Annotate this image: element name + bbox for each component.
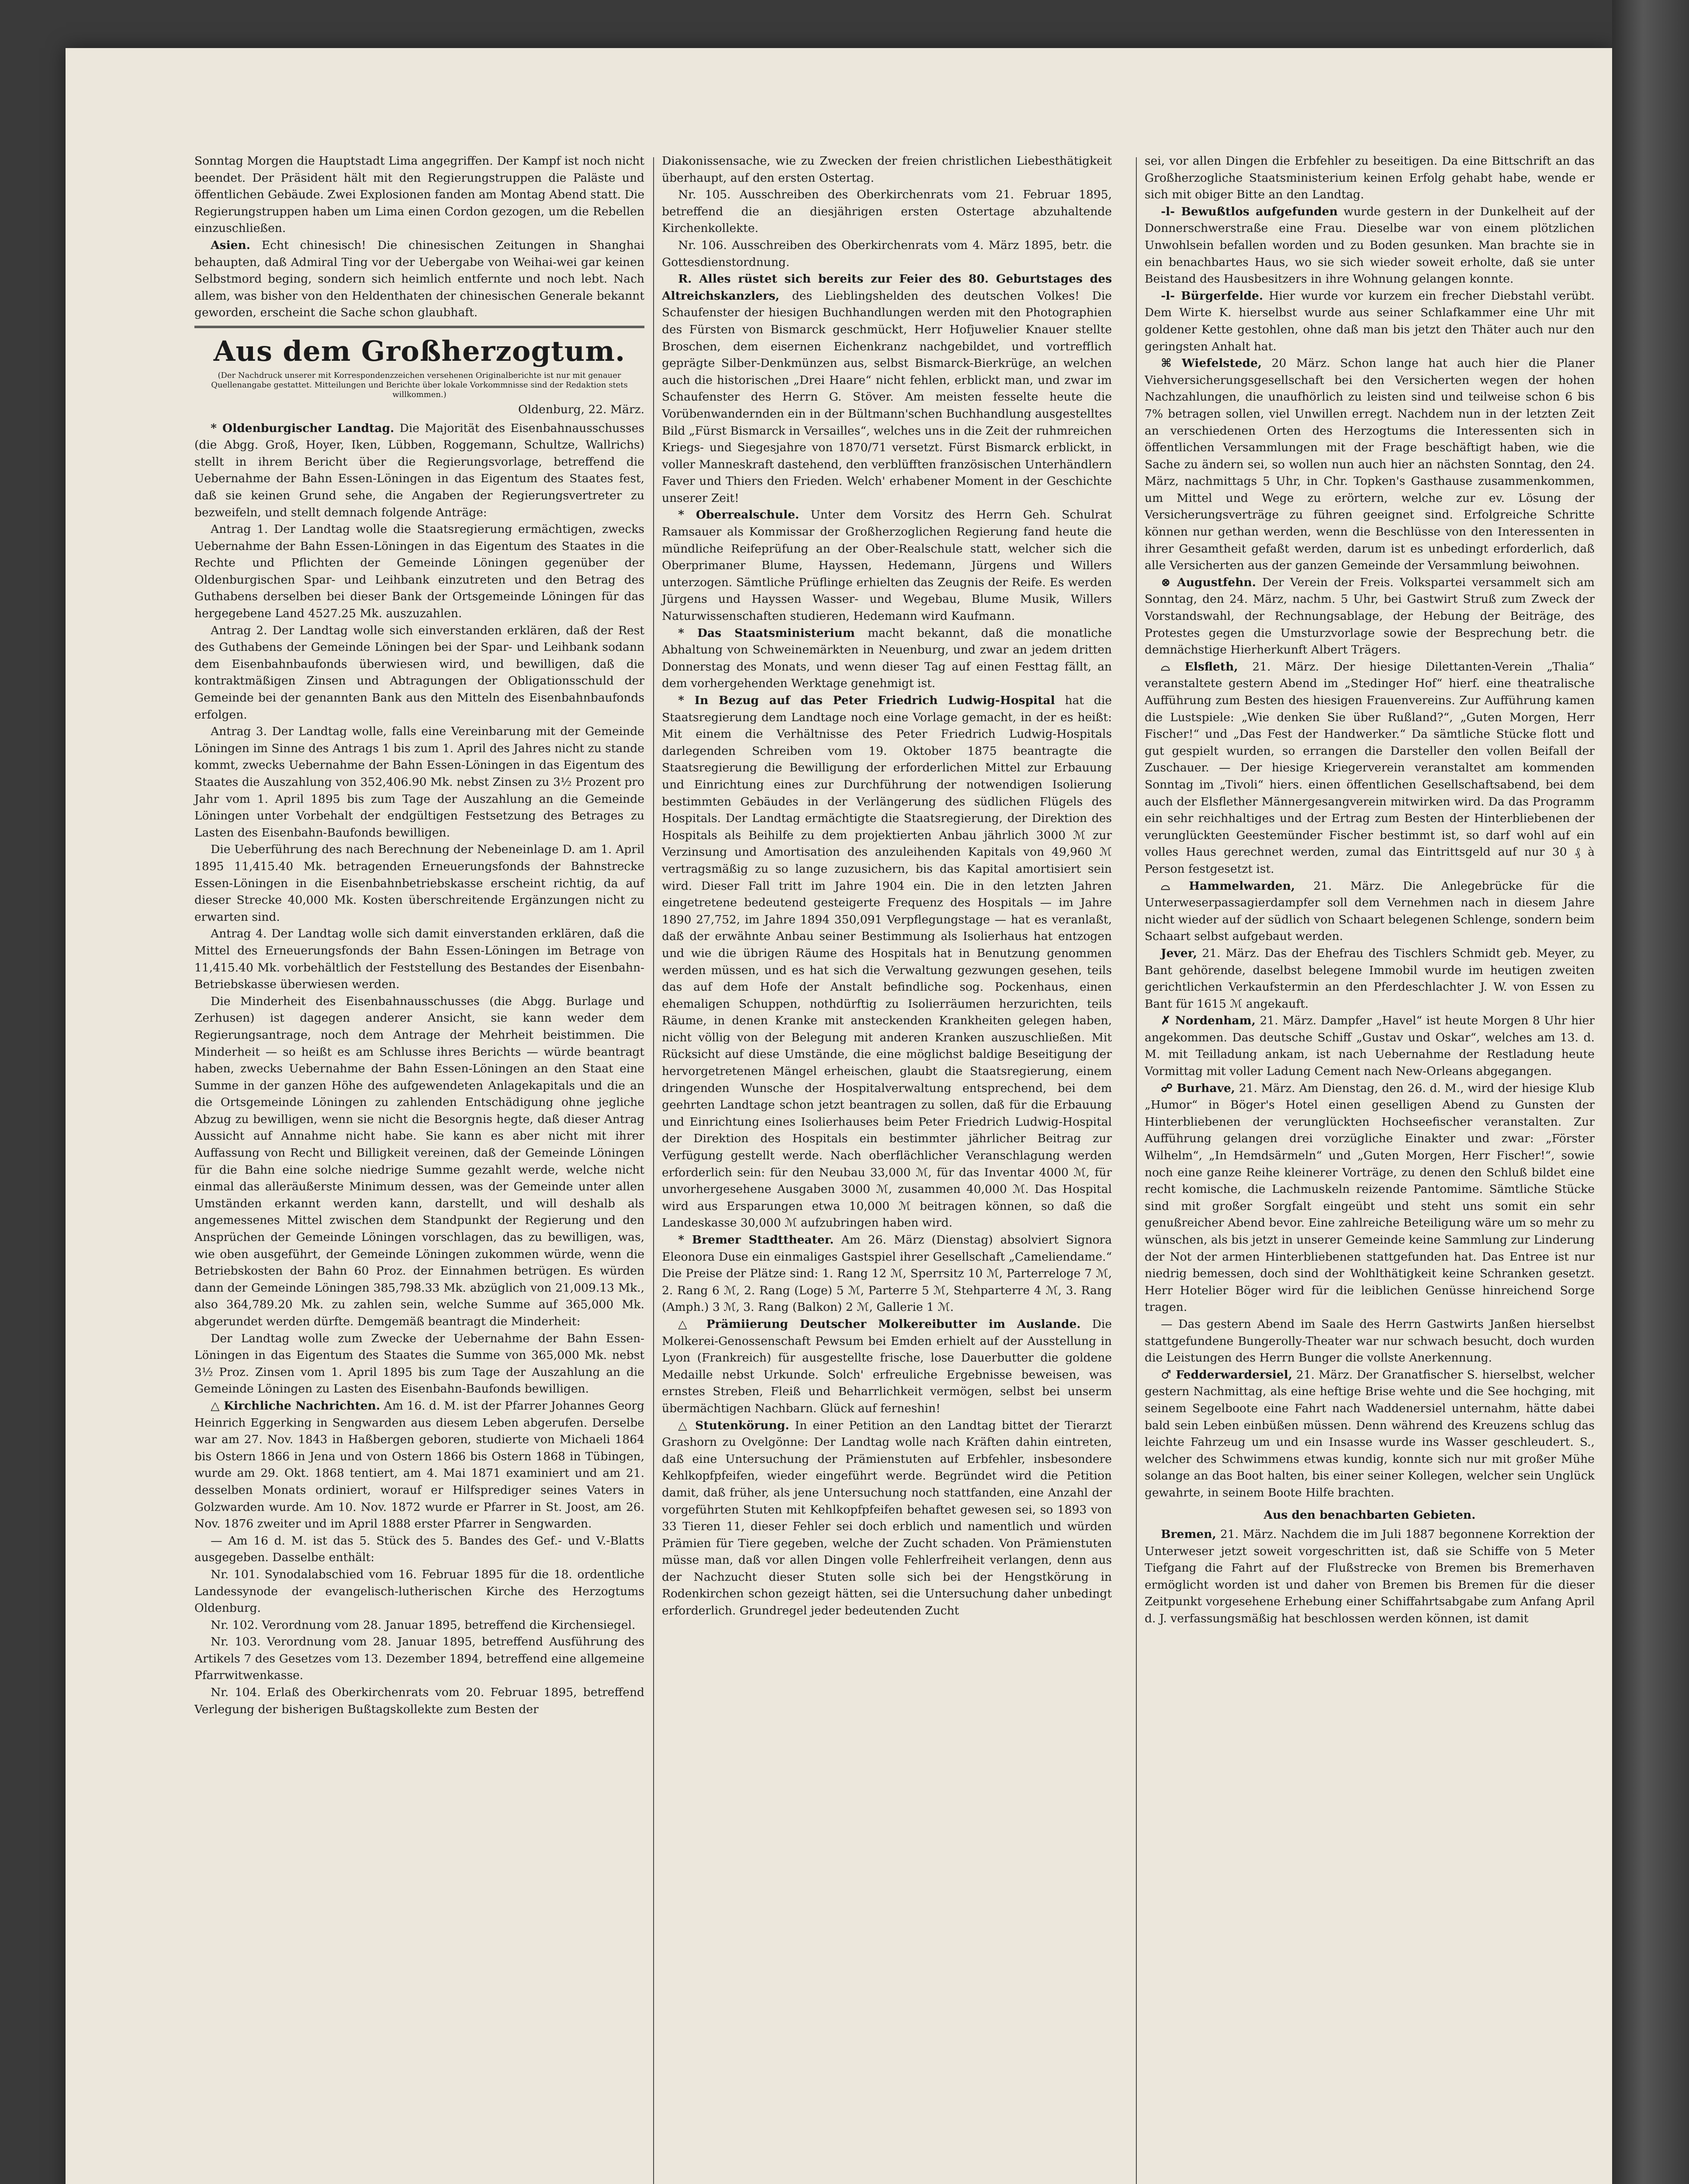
paragraph [1145,659,1595,878]
headline: △ Stutenkörung. [678,1418,789,1432]
body-text: macht bekannt, daß die monatliche Abhaltung von Schweinemärkten in Neuenburg, und zwar an jedem dritten Donnerstag des Monats, und wenn dieser Tag auf einen Festtag fällt, an dem vorhergehenden Werktage genehmigt ist. [662,626,1112,691]
paragraph: sei, vor allen Dingen die Erbfehler zu beseitigen. Da eine Bittschrift an das Großherzogliche Staatsministerium keinen Erfolg gehabt habe, wende er sich mit obiger Bitte an den Landtag. [1145,154,1595,202]
paragraph: Antrag 4. Der Landtag wolle sich damit einverstanden erklären, daß die Mittel des Erneuerungsfonds der Bahn Essen-Löningen im Betrage von 11,415.40 Mk. vorbehältlich der Feststellung des Bestandes der Eisenbahn-Betriebskasse überwiesen werden. [194,927,644,992]
headline: ⌓ Hammelwarden, [1161,879,1295,893]
paragraph [194,1398,644,1533]
headline: ☍ Burhave, [1161,1081,1236,1095]
paragraph [1145,1080,1595,1316]
dateline: Oldenburg, 22. März. [518,402,644,416]
paragraph [194,420,644,522]
paragraph: Nr. 102. Verordnung vom 28. Januar 1895, betreffend die Kirchensiegel. [211,1618,636,1632]
body-text: 21. März. Nachdem die im Juli 1887 begonnene Korrektion der Unterweser jetzt soweit vorgeschritten ist, daß sie Schiffe von 5 Meter Tiefgang die Fahrt auf der Flußstrecke von Bremen bis Bremerhaven ermöglicht worden ist und daher von Bremen bis Bremen für die dieser Zeitpunkt vorgesehene Erhebung einer Schiffahrtsabgabe zum Anfang April d. J. verfassungsmäßig hat beschlossen werden können, ist damit [1145,1527,1595,1626]
paragraph [1145,1526,1595,1628]
headline: Asien. [211,238,250,252]
paragraph [662,1417,1112,1620]
headline: * Oldenburgischer Landtag. [211,421,395,435]
body-text: Der Verein der Freis. Volkspartei versammelt sich am Sonntag, den 24. März, nachm. 5 Uhr, bei Gastwirt Struß zum Zweck der Vorstandswahl, der Rechnungsablage, der Hebung der Beiträge, des Protestes gegen die Umsturzvorlage sowie der Besprechung betr. die demnächstige Hierherkunft Albert Trägers. [1145,575,1595,657]
paragraph [1145,574,1595,659]
body-text: des Lieblingshelden des deutschen Volkes! Die Schaufenster der hiesigen Buchhandlungen werden mit den Photographien des Fürsten von Bismarck geschmückt, Herr Hofjuwelier Knauer stellte Broschen, dem eisernen Eichenkranz nachgebildet, und vortrefflich geprägte Silber-Denkmünzen aus, selbst Bismarck-Bierkrüge, an welchen auch die historischen „Drei Haare“ nicht fehlen, erblickt man, und zwar im Schaufenster des Herrn G. Stöver. Am meisten fesselte heute die Vorübenwandernden ein in der Bültmann'schen Buchhandlung ausgestelltes Bild „Fürst Bismarck in Versailles“, welches uns in die Zeit der ruhmreichen Kriegs- und Siegesjahre von 1870/71 versetzt. Fürst Bismarck erblickt, in voller Manneskraft dastehend, den verblüfften französischen Unterhändlern Faver und Thiers den Frieden. Welch' erhabener Moment in der Geschichte unserer Zeit! [662,289,1112,505]
column-rule [653,157,654,2184]
body-text: Echt chinesisch! Die chinesischen Zeitungen in Shanghai behaupten, daß Admiral Ting vor der Uebergabe von Weihai-wei gar keinen Selbstmord beging, sondern sich heimlich entfernte und noch lebt. Nach allem, was bisher von den Heldenthaten der chinesischen Generale bekannt geworden, erscheint die Sache schon glaubhaft. [194,238,644,320]
headline: R. Alles rüstet sich bereits zur Feier des 80. Geburtstages des Altreichskanzlers, [662,272,1112,303]
paragraph [1145,945,1595,1013]
body-text: In einer Petition an den Landtag bittet der Tierarzt Grashorn zu Ovelgönne: Der Landtag wolle nach Kräften dahin eintreten, daß eine Untersuchung der Prämienstuten auf Erbfehler, insbesondere Kehlkopfpfeifen, wieder eingeführt werde. Begründet wird die Petition damit, daß früher, als jene Untersuchung noch stattfanden, eine Anzahl der vorgeführten Stuten mit Kehlkopfpfeifen behaftet gewesen sei, so 1893 von 33 Tieren 11, dieser Fehler sei doch erblich und namentlich und würden Prämien für Tiere gegeben, welche der Zucht schaden. Von Prämienstuten müsse man, daß vor allen Dingen volle Fehlerfreiheit verlangen, denn aus der Nachzucht dieser Stuten solle sich bei der Hengstkörung in Rodenkirchen schon gezeigt hätten, sei die Untersuchung daher unbedingt erforderlich. Grundregel jeder bedeutenden Zucht [662,1418,1112,1618]
column-rule [1136,157,1137,2184]
paragraph: Nr. 105. Ausschreiben des Oberkirchenrats vom 21. Februar 1895, betreffend die an diesjährigen ersten Ostertage abzuhaltende Kirchenkollekte. [662,188,1112,235]
paragraph [1145,1013,1595,1080]
paragraph: Antrag 3. Der Landtag wolle, falls eine Vereinbarung mit der Gemeinde Löningen im Sinne des Antrags 1 bis zum 1. April des Jahres nicht zu stande kommt, zwecks Uebernahme der Bahn Essen-Löningen in das Eigentum des Staates die Auszahlung von 352,406.90 Mk. nebst Zinsen zu 3½ Prozent pro Jahr vom 1. April 1895 bis zum Tage der Auszahlung an die Gemeinde Löningen unter Vorbehalt der endgültigen Festsetzung des Betrages zu Lasten des Eisenbahn-Baufonds bewilligen. [194,725,644,840]
paragraph: Sonntag Morgen die Hauptstadt Lima angegriffen. Der Kampf ist noch nicht beendet. Der Präsident hält mit den Regierungstruppen die Paläste und öffentlichen Gebäude. Zwei Explosionen fanden am Montag Abend statt. Die Regierungstruppen haben um Lima einen Cordon gezogen, um die Rebellen einzuschließen. [194,154,645,235]
body-text: 21. März. Das der Ehefrau des Tischlers Schmidt geb. Meyer, zu Bant gehörende, daselbst belegene Immobil wurde im heutigen zweiten gerichtlichen Verkaufstermin an den Pferdeschlachter J. W. von Essen zu Bant für 1615 ℳ angekauft. [1145,946,1595,1011]
headline: ⊗ Augustfehn. [1161,575,1256,589]
paragraph: — Das gestern Abend im Saale des Herrn Gastwirts Janßen hierselbst stattgefundene Bungerolly-Theater war nur schwach besucht, doch wurden die Leistungen des Herrn Bunger die vollste Anerkennung. [1145,1317,1595,1365]
paragraph [662,625,1112,692]
headline: Jever, [1161,946,1198,960]
headline: * Das Staatsministerium [678,626,855,640]
body-text: 20 März. Schon lange hat auch hier die Planer Viehversicherungsgesellschaft bei den Versicherten wegen der hohen Nachzahlungen, die unaufhörlich zu leisten sind und teilweise schon 6 bis 7% betragen sollen, viel Unwillen erregt. Nachdem nun in der letzten Zeit an verschiedenen Orten des Herzogtums die Interessenten sich in öffentlichen Versammlungen mit der Frage beschäftigt haben, wie die Sache zu ändern sei, so wollen nun auch hier an nächsten Sonntag, den 24. März, nachmittags 5 Uhr, in Chr. Topken's Gasthause zusammenkommen, um Mittel und Wege zu erörtern, welche zur ev. Lösung der Versicherungsverträge zu führen geeignet sind. Erfolgreiche Schritte können nur gethan werden, wenn die Beschlüsse von den Interessenten in ihrer Gesamtheit gefaßt werden, darum ist es unbedingt erforderlich, daß alle Versicherten aus der ganzen Gemeinde der Versammlung beiwohnen. [1145,356,1595,573]
headline: * Oberrealschule. [678,508,800,522]
headline: △ Prämiierung Deutscher Molkereibutter im Auslande. [678,1317,1081,1331]
paragraph [1145,288,1595,355]
paragraph [194,237,644,321]
body-text: 21. März. Am Dienstag, den 26. d. M., wird der hiesige Klub „Humor“ in Böger's Hotel einen geselligen Abend zu Gunsten der Hinterbliebenen der verunglückten Hochseefischer veranstalten. Zur Aufführung gelangen drei vorzügliche Einakter und zwar: „Förster Wilhelm“, „In Hemdsärmeln“ und „Guten Morgen, Herr Fischer!“, sowie noch eine ganze Reihe kleinerer Vorträge, zu denen den Schluß bildet eine recht komische, die Lachmuskeln reizende Pantomime. Sämtliche Stücke sind mit großer Sorgfalt eingeübt und steht uns somit ein sehr genußreicher Abend bevor. Eine zahlreiche Beteiligung wäre um so mehr zu wünschen, als bis jetzt in unserer Gemeinde keine Sammlung zur Linderung der Not der armen Hinterbliebenen stattgefunden hat. Das Entree ist nur niedrig bemessen, doch sind der Wohlthätigkeit keine Schranken gesetzt. Herr Hotelier Böger wird für die leiblichen Genüsse hinreichend Sorge tragen. [1145,1081,1595,1314]
body-text: Unter dem Vorsitz des Herrn Geh. Schulrat Ramsauer als Kommissar der Großherzoglichen Regierung fand heute die mündliche Reifeprüfung an der Ober-Realschule statt, welcher sich die Oberprimaner Blume, Hayssen, Hedemann, Jürgens und Willers unterzogen. Sämtliche Prüflinge erhielten das Zeugnis der Reife. Es werden Jürgens und Hayssen Wasser- und Wegebau, Blume Musik, Willers Naturwissenschaften studieren, Hedemann wird Kaufmann. [662,508,1112,623]
paragraph: — Am 16 d. M. ist das 5. Stück des 5. Bandes des Gef.- und V.-Blatts ausgegeben. Dasselbe enthält: [194,1534,644,1565]
paragraph: Der Landtag wolle zum Zwecke der Uebernahme der Bahn Essen-Löningen in das Eigentum des Staates die Summe von 365,000 Mk. nebst 3½ Proz. Zinsen vom 1. April 1895 bis zum Tage der Auszahlung an die Gemeinde Löningen zu Lasten des Eisenbahn-Baufonds bewilligen. [194,1331,644,1396]
paragraph: Die Minderheit des Eisenbahnausschusses (die Abgg. Burlage und Zerhusen) ist dagegen anderer Ansicht, sie kann weder dem Regierungsantrage, noch dem Antrage der Mehrheit beistimmen. Die Minderheit — so heißt es am Schlusse ihres Berichts — würde beantragt haben, zwecks Uebernahme der Bahn Essen-Löningen an den Staat eine Summe in der ganzen Höhe des aufgewendeten Anlagekapitals und die an die Ortsgemeinde Löningen zu zahlenden Entschädigung ohne jegliche Abzug zu bewilligen, wenn sie nicht die Besorgnis hegte, daß dieser Antrag Aussicht auf Annahme nicht habe. Sie kann es aber nicht mit ihrer Auffassung von Recht und Billigkeit vereinen, daß der Gemeinde Löningen für die Bahn eine solche niedrige Summe gezahlt werde, welche nicht einmal das alleräußerste Minimum dessen, was der Gemeinde unter allen Umständen erkannt werden kann, darstellt, und will deshalb als angemessenes Mittel zwischen dem Standpunkt der Regierung und den Ansprüchen der Gemeinde Löningen vorschlagen, das zu bewilligen, was, wie oben ausgeführt, der Gemeinde Löningen zukommen würde, wenn die Betriebskosten der Bahn 60 Proz. der Einnahmen betrügen. Es würden dann der Gemeinde Löningen 385,798.33 Mk. abzüglich von 21,009.13 Mk., also 364,789.20 Mk. zu zahlen sein, welche Summe auf 365,000 Mk. abgerundet werden dürfte. Demgemäß beantragt die Minderheit: [194,994,644,1328]
body-text: Die Majorität des Eisenbahnausschusses (die Abgg. Groß, Hoyer, Iken, Lübben, Roggemann, Schultze, Wallrichs) stellt in ihrem Bericht über die Regierungsvorlage, betreffend die Uebernahme der Bahn Essen-Löningen in das Eigentum des Staates fest, daß sie keinen Grund sehe, die Angaben der Regierungsvertreter zu bezweifeln, und stellt demnach folgende Anträge: [194,421,644,519]
paragraph: Nr. 104. Erlaß des Oberkirchenrats vom 20. Februar 1895, betreffend Verlegung der bisherigen Bußtagskollekte zum Besten der [194,1686,644,1716]
body-text: hat die Staatsregierung dem Landtage noch eine Vorlage gemacht, in der es heißt: Mit einem die Verhältnisse des Peter Friedrich Ludwig-Hospitals darlegenden Schreiben vom 19. Oktober 1875 beantragte die Staatsregierung die Bewilligung der erforderlichen Mittel zur Erbauung und Einrichtung eines zur Durchführung der notwendigen Isolierung bestimmten Gebäudes in der Verlängerung des südlichen Flügels des Hospitals. Der Landtag ermächtigte die Staatsregierung, der Direktion des Hospitals als Beihilfe zu dem projektierten Anbau jährlich 3000 ℳ zur Verzinsung und Amortisation des anzuleihenden Kapitals von 49,960 ℳ vertragsmäßig zu so lange zuzusichern, bis das Kapital amortisiert sein wird. Dieser Fall tritt im Jahre 1904 ein. Die in den letzten Jahren eingetretene bedeutend gesteigerte Frequenz des Hospitals — im Jahre 1890 27,752, im Jahre 1894 350,091 Verpflegungstage — hat es veranlaßt, daß der erwähnte Anbau seiner Bestimmung als Isolierhaus hat entzogen und wie die übrigen Räume des Hospitals hat in Benutzung genommen werden müssen, und es hat sich die Verwaltung gezwungen gesehen, teils das auf dem Hofe der Anstalt befindliche sog. Pockenhaus, einen ehemaligen Schuppen, nothdürftig zu Isolierräumen herzurichten, teils Räume, in denen Kranke mit ansteckenden Krankheiten gelegen haben, nicht völlig von der Belegung mit anderen Kranken auszuschließen. Mit Rücksicht auf diese Umstände, die eine möglichst baldige Beseitigung der hervorgetretenen Mängel erheischen, glaubt die Staatsregierung, einem dringenden Wunsche der Hospitalverwaltung entsprechend, bei dem geehrten Landtage schon jetzt beantragen zu sollen, daß für die Erbauung und Einrichtung eines Isolierhauses beim Peter Friedrich Ludwig-Hospital der Direktion des Hospitals ein bestimmter jährlicher Beitrag zur Verfügung gestellt werde. Nach oberflächlicher Veranschlagung werden erforderlich sein: für den Neubau 33,000 ℳ, für das Inventar 4000 ℳ, für unvorhergesehene Ausgaben 3000 ℳ, zusammen 40,000 ℳ. Das Hospital wird aus Ersparungen etwa 10,000 ℳ beitragen können, so daß die Landeskasse 30,000 ℳ aufzubringen haben wird. [662,694,1112,1230]
paragraph: Nr. 103. Verordnung vom 28. Januar 1895, betreffend Ausführung des Artikels 7 des Gesetzes vom 13. Dezember 1894, betreffend eine allgemeine Pfarrwitwenkasse. [194,1635,644,1683]
paragraph: Antrag 1. Der Landtag wolle die Staatsregierung ermächtigen, zwecks Uebernahme der Bahn Essen-Löningen in das Eigentum des Staates in die Rechte und Pflichten der Gemeinde Löningen gegenüber der Oldenburgischen Spar- und Leihbank einzutreten und den Betrag des Guthabens derselben bei dieser Bank der Ortsgemeinde Löningen für das hergegebene Land 4527.25 Mk. auszuzahlen. [194,522,644,621]
paragraph [1145,204,1595,288]
headline: -l- Bürgerfelde. [1161,289,1263,303]
section-note: (Der Nachdruck unserer mit Korrespondenzzeichen versehenen Originalberichte ist nur mit genauer Quellenangabe gestattet. Mitteilungen und Berichte über lokale Vorkommnisse sind der Redaktion stets willkommen.) [211,370,628,399]
headline: -l- Bewußtlos aufgefunden [1161,204,1338,218]
paragraph [1145,1367,1595,1502]
book-spine [1612,0,1689,2184]
column-2 [662,153,1112,1620]
paragraph [1145,355,1595,574]
paragraph [662,271,1112,507]
body-text: 21. März. Der hiesige Dilettanten-Verein „Thalia“ veranstaltete gestern Abend im „Stedinger Hof“ hierf. eine theatralische Aufführung zum Besten des hiesigen Frauenvereins. Zur Aufführung kamen die Lustspiele: „Wie denken Sie über Rußland?“, „Guten Morgen, Herr Fischer!“ und „Das Fest der Handwerker.“ Da sämtliche Stücke flott und gut gespielt wurden, so errangen die Darsteller den vollen Beifall der Zuschauer. — Der hiesige Kriegerverein veranstaltet am kommenden Sonntag im „Tivoli“ hiers. einen öffentlichen Gesellschaftsabend, bei dem auch der Elsflether Männergesangverein mitwirken wird. Da das Programm ein sehr reichhaltiges und der Ertrag zum Besten der Hinterbliebenen der verunglückten Geestemünder Fischer bestimmt ist, so darf wohl auf ein volles Haus gerechnet werden, zumal das Eintrittsgeld auf nur 30 ₰ à Person festgesetzt ist. [1145,660,1595,876]
body-text: wurde gestern in der Dunkelheit auf der Donnerschwerstraße eine Frau. Dieselbe war von einem plötzlichen Unwohlsein befallen worden und zu Boden gesunken. Man brachte sie in ein benachbartes Haus, wo sie sich wieder soweit erholte, daß sie unter Beistand des Hausbesitzers in ihre Wohnung gelangen konnte. [1145,204,1595,286]
headline: Bremen, [1161,1527,1216,1541]
newspaper-page [66,48,1612,2184]
body-text: 21. März. Der Granatfischer S. hierselbst, welcher gestern Nachmittag, als eine heftige Brise wehte und die See hochging, mit seinem Segelboote eine Fahrt nach Waddenersiel unternahm, hätte dabei bald sein Leben einbüßen müssen. Denn während des Kreuzens schlug das leichte Fahrzeug um und ein Insasse wurde ins Wasser geschleudert. S., welcher des Schwimmens etwas kundig, konnte sich nur mit großer Mühe solange an das Boot halten, bis einer seiner Kollegen, welcher sein Unglück gewahrte, in seinem Boote Hilfe brachten. [1145,1368,1595,1500]
paragraph: Diakonissensache, wie zu Zwecken der freien christlichen Liebesthätigkeit überhaupt, auf den ersten Ostertag. [662,154,1112,185]
paragraph [662,1232,1112,1316]
body-text: Die Molkerei-Genossenschaft Pewsum bei Emden erhielt auf der Ausstellung in Lyon (Frankreich) für ausgestellte frische, lose Dauerbutter die goldene Medaille nebst Urkunde. Solch' erfreuliche Ergebnisse beweisen, was ernstes Streben, Fleiß und Beharrlichkeit vermögen, selbst bei unserm übermächtigen Nachbarn. Glück auf ferneshin! [662,1317,1112,1415]
paragraph [1145,878,1595,945]
paragraph: Die Ueberführung des nach Berechnung der Nebeneinlage D. am 1. April 1895 11,415.40 Mk. betragenden Erneuerungsfonds der Bahnstrecke Essen-Löningen in die Eisenbahnbetriebskasse erscheint richtig, da auf dieser Strecke 40,000 Mk. Kosten überschreitende Ergänzungen nicht zu erwarten sind. [194,843,644,924]
paragraph: Antrag 2. Der Landtag wolle sich einverstanden erklären, daß der Rest des Guthabens der Gemeinde Löningen bei der Spar- und Leihbank sodann dem Eisenbahnbaufonds überwiesen wird, und bewilligen, daß die kontraktmäßigen Zinsen und Abtragungen der Obligationsschuld der Gemeinde bei der genannten Bank aus den Mitteln des Eisenbahnbaufonds erfolgen. [194,623,644,722]
headline: ✗ Nordenham, [1161,1014,1256,1028]
headline: ⌘ Wiefelstede, [1161,356,1262,370]
paragraph [662,1316,1112,1417]
paragraph [662,507,1112,625]
headline: ♂ Fedderwardersiel, [1161,1368,1292,1382]
body-text: 21. März. Die Anlegebrücke für die Unterweserpassagierdampfer soll dem Vernehmen nach in diesem Jahre nicht wieder auf der südlich von Schaart belegenen Schlenge, sondern beim Schaart selbst aufgebaut werden. [1145,879,1595,943]
column-3 [1145,153,1595,1628]
body-text: Am 16. d. M. ist der Pfarrer Johannes Georg Heinrich Eggerking in Sengwarden aus diesem Leben abgerufen. Derselbe war am 27. Nov. 1843 in Haßbergen geboren, studierte von Michaeli 1864 bis Ostern 1866 in Jena und von Ostern 1866 bis Ostern 1868 in Tübingen, wurde am 29. Okt. 1868 tentiert, am 4. Mai 1871 examiniert und am 21. desselben Monats ordiniert, worauf er Hilfsprediger seines Vaters in Golzwarden wurde. Am 10. Nov. 1872 wurde er Pfarrer in St. Joost, am 26. Nov. 1876 zweiter und im April 1888 erster Pfarrer in Sengwarden. [194,1399,644,1531]
section-title: Aus dem Großherzogtum. [213,335,626,368]
body-text: 21. März. Dampfer „Havel“ ist heute Morgen 8 Uhr hier angekommen. Das deutsche Schiff „Gustav und Oskar“, welches am 13. d. M. mit Teilladung ankam, ist nach Uebernahme der Restladung heute Vormittag mit voller Ladung Cement nach New-Orleans abgegangen. [1145,1014,1595,1078]
headline: * In Bezug auf das Peter Friedrich Ludwig-Hospital [678,694,1055,707]
headline: △ Kirchliche Nachrichten. [211,1399,381,1413]
body-text: Am 26. März (Dienstag) absolviert Signora Eleonora Duse ein einmaliges Gastspiel ihrer Gesellschaft „Cameliendame.“ Die Preise der Plätze sind: 1. Rang 12 ℳ, Sperrsitz 10 ℳ, Parterreloge 7 ℳ, 2. Rang 6 ℳ, 2. Rang (Loge) 5 ℳ, Parterre 5 ℳ, Stehparterre 4 ℳ, 3. Rang (Amph.) 3 ℳ, 3. Rang (Balkon) 2 ℳ, Gallerie 1 ℳ. [662,1233,1112,1314]
headline: ⌓ Elsfleth, [1161,660,1238,674]
section-subtitle: Aus den benachbarten Gebieten. [1263,1508,1476,1522]
paragraph: Nr. 101. Synodalabschied vom 16. Februar 1895 für die 18. ordentliche Landessynode der evangelisch-lutherischen Kirche des Herzogtums Oldenburg. [194,1567,644,1615]
column-1 [194,153,644,1718]
paragraph: Nr. 106. Ausschreiben des Oberkirchenrats vom 4. März 1895, betr. die Gottesdienstordnung. [662,238,1112,269]
headline: * Bremer Stadttheater. [678,1233,834,1247]
divider [194,326,644,328]
body-text: Hier wurde vor kurzem ein frecher Diebstahl verübt. Dem Wirte K. hierselbst wurde aus seiner Schlafkammer eine Uhr mit goldener Kette gestohlen, ohne daß man bis jetzt den Thäter auch nur den geringsten Anhalt hat. [1145,289,1595,353]
paragraph [662,692,1112,1232]
